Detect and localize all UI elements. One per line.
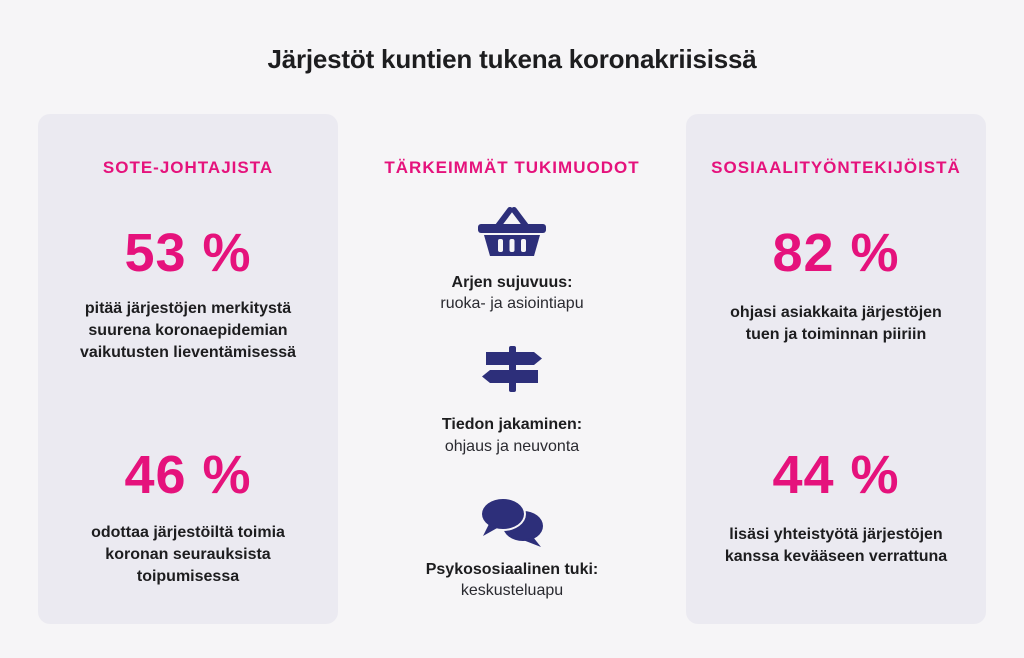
stat-description: pitää järjestöjen merkitystä suurena koronaepidemian vaikutusten lieventämisessä [79,300,297,361]
signpost-icon [480,346,544,392]
support-item-title: Arjen sujuvuus: [451,274,573,291]
stat-value: 46 % [124,445,252,505]
support-item-subtitle: keskusteluapu [460,582,564,599]
support-item-subtitle: ohjaus ja neuvonta [444,438,580,455]
stat-value: 53 % [124,223,252,283]
stat-description: odottaa järjestöiltä toimia koronan seurauksista toipumisessa [91,524,285,585]
shopping-basket-icon [476,206,548,258]
column-heading: TÄRKEIMMÄT TUKIMUODOT [384,158,640,177]
stat-description: ohjasi asiakkaita järjestöjen tuen ja toiminnan piiriin [730,304,942,343]
stat-value: 44 % [772,445,900,505]
support-item-title: Tiedon jakaminen: [441,416,583,433]
social-workers-panel [686,114,986,624]
panel-heading: SOTE-JOHTAJISTA [102,158,274,177]
stat-description: lisäsi yhteistyötä järjestöjen kanssa kevääseen verrattuna [724,526,948,565]
support-item-subtitle: ruoka- ja asiointiapu [440,295,584,312]
panel-heading: SOSIAALITYÖNTEKIJÖISTÄ [711,158,961,177]
page-title: Järjestöt kuntien tukena koronakriisissä [267,44,757,74]
chat-bubbles-icon [479,496,545,548]
support-forms-column [362,0,662,658]
stat-value: 82 % [772,223,900,283]
sote-leaders-panel [38,114,338,624]
support-item-title: Psykososiaalinen tuki: [425,561,599,578]
